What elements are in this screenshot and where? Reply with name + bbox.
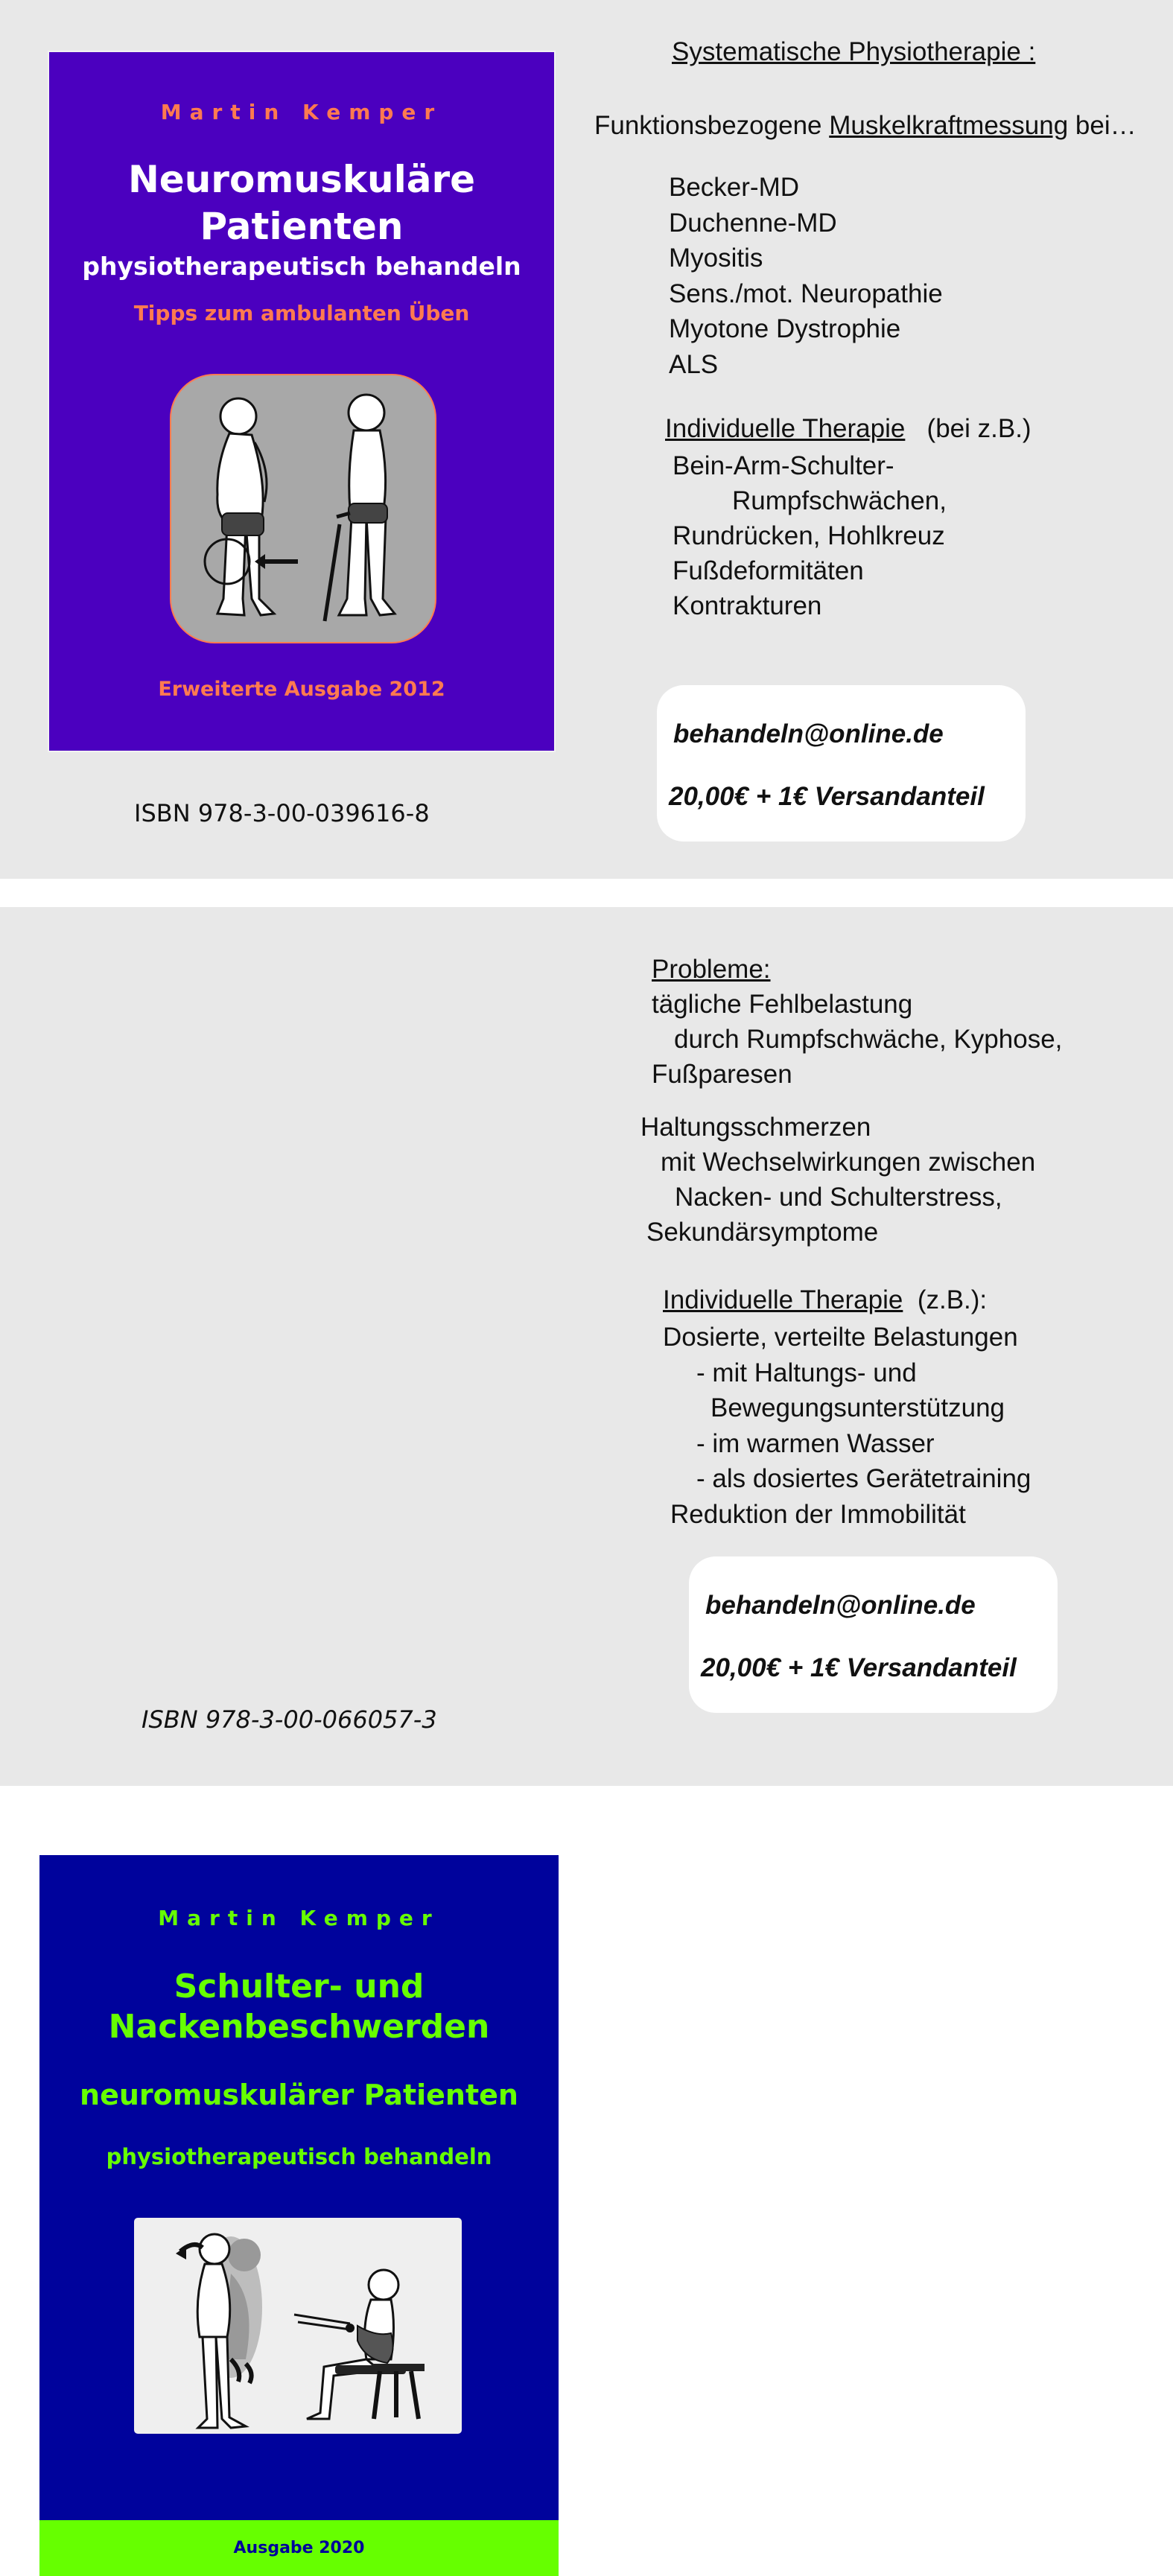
cover-title: Schulter- und Nackenbeschwerden	[108, 1968, 490, 2046]
book-cover-neuromuskulaere	[48, 51, 556, 752]
problems-block	[652, 952, 1062, 1092]
therapy-list	[673, 448, 947, 623]
list-item: Dosierte, verteilte Belastungen	[663, 1323, 1018, 1352]
list-item: Sekundärsymptome	[646, 1218, 879, 1247]
cover-author: Martin Kemper	[160, 100, 443, 124]
therapy-list	[663, 1320, 1031, 1532]
cover-title: Neuromuskuläre Patienten	[127, 158, 476, 248]
problems-heading: Probleme:	[652, 955, 771, 984]
cover-illustration-posture	[170, 374, 436, 643]
cover-edition-band: Ausgabe 2020	[39, 2520, 559, 2576]
list-item: Myotone Dystrophie	[669, 314, 901, 343]
list-item: ALS	[669, 349, 719, 379]
order-email: behandeln@online.de	[705, 1591, 976, 1620]
exercise-figures-icon	[134, 2218, 462, 2434]
list-item: mit Wechselwirkungen zwischen	[661, 1148, 1036, 1177]
list-item: Myositis	[669, 244, 763, 273]
list-item: Rumpfschwächen,	[732, 486, 947, 515]
cover-edition: Erweiterte Ausgabe 2012	[158, 678, 445, 701]
list-item: Reduktion der Immobilität	[670, 1499, 966, 1529]
list-item: Fußparesen	[652, 1060, 792, 1089]
book-cover-schulter-nacken	[39, 1855, 559, 2576]
book-panel-2	[0, 907, 1173, 2557]
cover-author: Martin Kemper	[158, 1906, 440, 1930]
order-price: 20,00€ + 1€ Versandanteil	[701, 1653, 1017, 1682]
cover-subtitle: physiotherapeutisch behandeln	[82, 252, 521, 281]
order-info-box	[689, 1556, 1058, 1713]
list-item: Kontrakturen	[673, 591, 822, 620]
cover-subtitle-2: physiotherapeutisch behandeln	[106, 2144, 492, 2169]
intro-line: Funktionsbezogene Muskelkraftmessung bei…	[594, 111, 1137, 140]
list-item: - im warmen Wasser	[696, 1428, 935, 1458]
list-item: Bewegungsunterstützung	[711, 1393, 1005, 1422]
therapy-heading: Individuelle Therapie (z.B.):	[663, 1285, 988, 1314]
list-item: Nacken- und Schulterstress,	[675, 1183, 1002, 1212]
order-email: behandeln@online.de	[673, 719, 944, 748]
cover-tagline: Tipps zum ambulanten Üben	[133, 301, 470, 325]
list-item: Duchenne-MD	[669, 208, 837, 238]
posture-figures-icon	[171, 375, 435, 642]
therapy-heading: Individuelle Therapie (bei z.B.)	[665, 414, 1031, 443]
posture-block	[640, 1110, 1035, 1250]
section-heading: Systematische Physiotherapie :	[672, 37, 1036, 66]
list-item: Becker-MD	[669, 173, 800, 202]
list-item: tägliche Fehlbelastung	[652, 990, 913, 1019]
list-item: Rundrücken, Hohlkreuz	[673, 521, 945, 550]
isbn-label: ISBN 978-3-00-039616-8	[134, 799, 430, 827]
list-item: Bein-Arm-Schulter-	[673, 451, 894, 480]
cover-illustration-exercise	[134, 2218, 462, 2434]
list-item: Sens./mot. Neuropathie	[669, 279, 943, 308]
order-price: 20,00€ + 1€ Versandanteil	[669, 782, 985, 811]
list-item: Haltungsschmerzen	[640, 1113, 871, 1142]
list-item: Fußdeformitäten	[673, 556, 864, 585]
order-info-box	[657, 685, 1026, 842]
isbn-label: ISBN 978-3-00-066057-3	[142, 1705, 437, 1734]
list-item: - als dosiertes Gerätetraining	[696, 1464, 1031, 1493]
conditions-list	[669, 170, 943, 382]
list-item: - mit Haltungs- und	[696, 1358, 917, 1387]
cover-subtitle: neuromuskulärer Patienten	[80, 2079, 518, 2111]
book-panel-1	[0, 0, 1173, 879]
list-item: durch Rumpfschwäche, Kyphose,	[674, 1025, 1063, 1054]
